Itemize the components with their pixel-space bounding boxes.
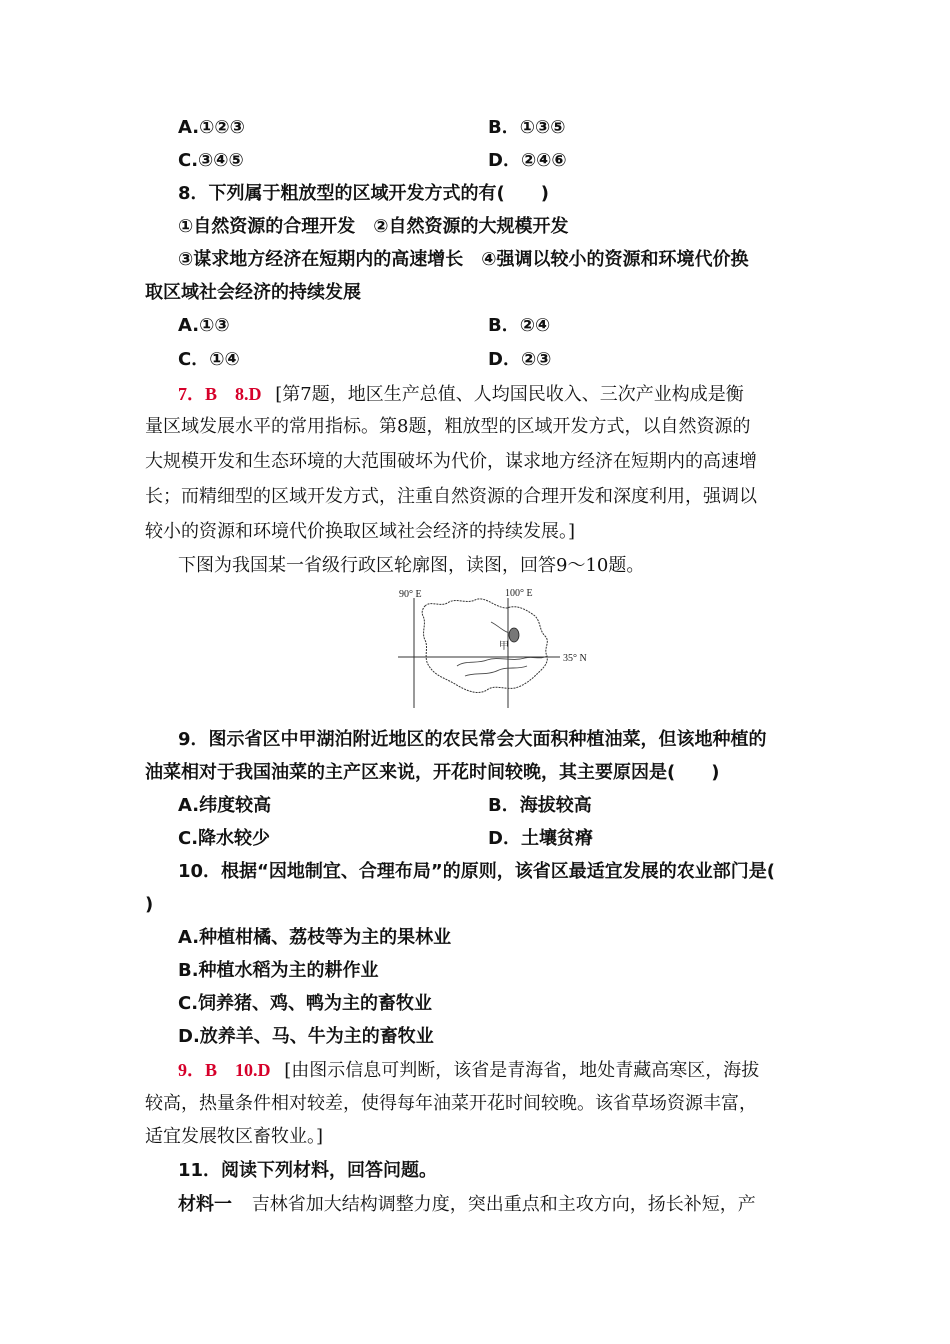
q10-option-c: C.饲养猪、鸡、鸭为主的畜牧业 <box>178 993 433 1014</box>
q8-items-line1: ①自然资源的合理开发 ②自然资源的大规模开发 <box>178 216 569 237</box>
q10-line2: ) <box>145 894 154 915</box>
q9-option-a: A.纬度较高 <box>178 795 272 816</box>
q8-option-d: D．②③ <box>488 349 552 370</box>
q10-line1: 10．根据“因地制宜、合理布局”的原则，该省区最适宜发展的农业部门是( <box>178 861 775 882</box>
answer-9-10-text1: [由图示信息可判断，该省是青海省，地处青藏高寒区，海拔 <box>284 1060 760 1081</box>
label-lake-jia: 甲 <box>499 641 509 652</box>
answer-9-10-line3: 适宜发展牧区畜牧业。] <box>145 1126 324 1147</box>
answer-9-10-key: 9．B 10.D <box>178 1060 271 1080</box>
q9-option-b: B．海拔较高 <box>488 795 592 816</box>
q8-option-c: C．①④ <box>178 349 240 370</box>
answer-9-10-line1 <box>178 1058 759 1083</box>
answer-9-10-line2: 较高，热量条件相对较差，使得每年油菜开花时间较晚。该省草场资源丰富， <box>145 1093 757 1114</box>
answer-7-8-line2: 量区域发展水平的常用指标。第8题，粗放型的区域开发方式，以自然资源的 <box>145 416 751 437</box>
q11-stem: 11．阅读下列材料，回答问题。 <box>178 1160 438 1181</box>
q7-option-d: D．②④⑥ <box>488 150 567 171</box>
lake-jia-shape <box>509 628 519 642</box>
q10-option-a: A.种植柑橘、荔枝等为主的果林业 <box>178 927 452 948</box>
river-secondary <box>465 666 527 676</box>
q10-option-d: D.放养羊、马、牛为主的畜牧业 <box>178 1026 434 1047</box>
q8-option-a: A.①③ <box>178 315 230 336</box>
q9-line2: 油菜相对于我国油菜的主产区来说，开花时间较晚，其主要原因是( ) <box>145 762 720 783</box>
province-boundary <box>422 599 547 693</box>
intro-9-10: 下图为我国某一省级行政区轮廓图，读图，回答9～10题。 <box>178 555 645 576</box>
q9-line1: 9．图示省区中甲湖泊附近地区的农民常会大面积种植油菜，但该地种植的 <box>178 729 767 750</box>
q11-material-text: 吉林省加大结构调整力度，突出重点和主攻方向，扬长补短，产 <box>251 1194 756 1215</box>
label-90e: 90° E <box>399 589 422 600</box>
answer-7-8-line1 <box>178 382 744 407</box>
q11-material-line <box>178 1193 756 1217</box>
answer-7-8-text1: [第7题，地区生产总值、人均国民收入、三次产业构成是衡 <box>275 384 744 405</box>
answer-7-8-line3: 大规模开发和生态环境的大范围破坏为代价，谋求地方经济在短期内的高速增 <box>145 451 757 472</box>
q7-option-b: B．①③⑤ <box>488 117 566 138</box>
q9-option-c: C.降水较少 <box>178 828 271 849</box>
label-100e: 100° E <box>505 588 533 599</box>
q10-option-b: B.种植水稻为主的耕作业 <box>178 960 379 981</box>
label-35n: 35° N <box>563 653 587 664</box>
answer-7-8-key: 7．B 8.D <box>178 384 262 404</box>
answer-7-8-line5: 较小的资源和环境代价换取区域社会经济的持续发展。] <box>145 521 576 542</box>
q8-items-line3: 取区域社会经济的持续发展 <box>145 282 361 303</box>
q8-items-line2: ③谋求地方经济在短期内的高速增长 ④强调以较小的资源和环境代价换 <box>178 249 749 270</box>
province-outline-map <box>395 586 605 711</box>
q11-material-label: 材料一 <box>178 1194 232 1215</box>
q7-option-a: A.①②③ <box>178 117 245 138</box>
q8-stem: 8．下列属于粗放型的区域开发方式的有( ) <box>178 183 549 204</box>
answer-7-8-line4: 长；而精细型的区域开发方式，注重自然资源的合理开发和深度利用，强调以 <box>145 486 757 507</box>
q9-option-d: D．土壤贫瘠 <box>488 828 593 849</box>
q7-option-c: C.③④⑤ <box>178 150 244 171</box>
q8-option-b: B．②④ <box>488 315 551 336</box>
